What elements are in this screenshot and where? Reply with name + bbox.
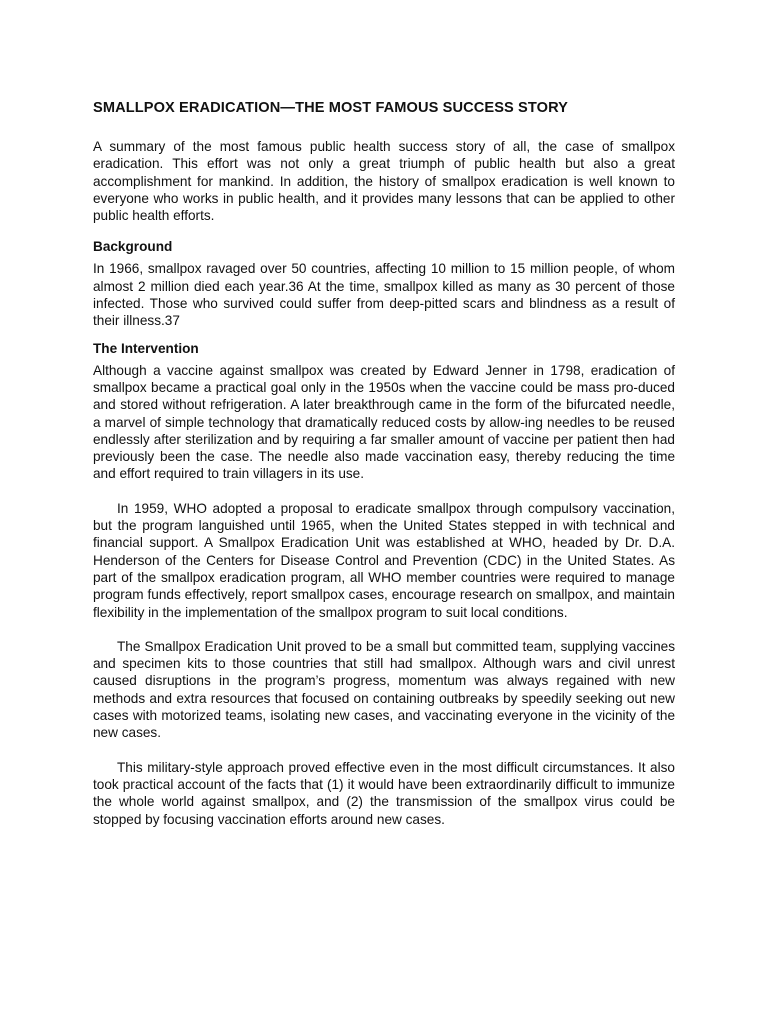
section-heading-intervention: The Intervention [93, 340, 199, 356]
section-heading-background: Background [93, 239, 173, 255]
intervention-paragraph: Although a vaccine against smallpox was created by Edward Jenner in 1798, eradication of smallpox became a practical goal only in the 1950s when the vaccine could be mass pro-duced and stored without refrigeration. A later breakthrough came in the form of the bifurcated needle, a marvel of simple technology that dramatically reduced costs by allow-ing needles to be reused endlessly after sterilization and by requiring a far smaller amount of vaccine per patient then had previously been the case. The needle also made vaccination easy, thereby reducing the time and effort required to train villagers in its use. [93, 362, 675, 482]
document-title: SMALLPOX ERADICATION—THE MOST FAMOUS SUCCESS STORY [93, 100, 568, 116]
intervention-paragraph: In 1959, WHO adopted a proposal to eradicate smallpox through compulsory vaccination, but the program languished until 1965, when the United States stepped in with technical and financial support. A Smallpox Eradication Unit was established at WHO, headed by Dr. D.A. Henderson of the Centers for Disease Control and Prevention (CDC) in the United States. As part of the smallpox eradication program, all WHO member countries were required to manage program funds effectively, report smallpox cases, encourage research on smallpox, and maintain flexibility in the implementation of the smallpox program to suit local conditions. [93, 500, 675, 620]
intro-paragraph: A summary of the most famous public health success story of all, the case of smallpox eradication. This effort was not only a great triumph of public health but also a great accomplishment for mankind. In addition, the history of smallpox eradication is well known to everyone who works in public health, and it provides many lessons that can be applied to other public health efforts. [93, 139, 675, 224]
intervention-paragraph: The Smallpox Eradication Unit proved to be a small but committed team, supplying vaccines and specimen kits to those countries that still had smallpox. Although wars and civil unrest caused disruptions in the program’s progress, momentum was always regained with new methods and extra resources that focused on containing outbreaks by speedily seeking out new cases with motorized teams, isolating new cases, and vaccinating everyone in the vicinity of the new cases. [93, 638, 675, 741]
background-paragraph: In 1966, smallpox ravaged over 50 countries, affecting 10 million to 15 million people, of whom almost 2 million died each year.36 At the time, smallpox killed as many as 30 percent of those infected. Those who survived could suffer from deep-pitted scars and blindness as a result of their illness.37 [93, 261, 675, 329]
document-page [93, 98, 675, 828]
intervention-paragraph: This military-style approach proved effective even in the most difficult circumstances. It also took practical account of the facts that (1) it would have been extraordinarily difficult to immunize the whole world against smallpox, and (2) the transmission of the smallpox virus could be stopped by focusing vaccination efforts around new cases. [93, 759, 675, 827]
